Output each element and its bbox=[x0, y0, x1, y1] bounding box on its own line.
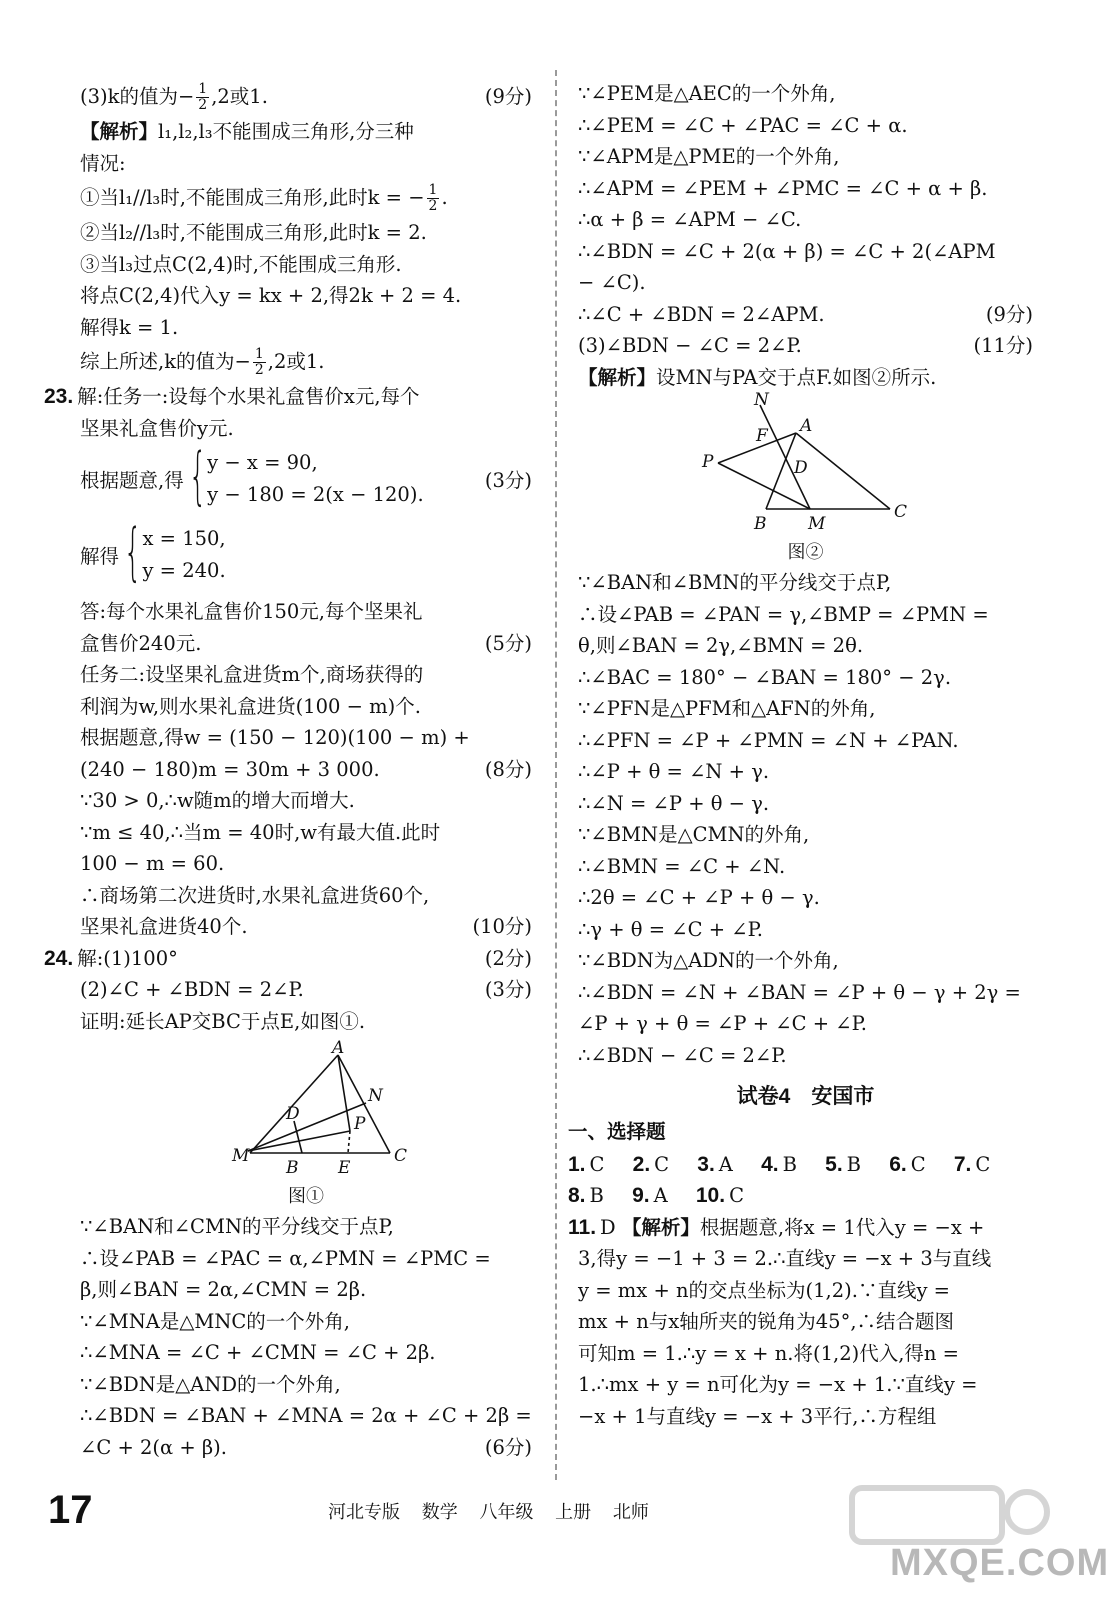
fraction: $\frac{1}{2}$ bbox=[428, 182, 438, 214]
text-line: 答:每个水果礼盒售价150元,每个坚果礼 bbox=[80, 600, 423, 623]
label-D: D bbox=[794, 458, 808, 478]
text-line: ∴2θ = ∠C + ∠P + θ − γ. bbox=[578, 886, 820, 909]
label-F: F bbox=[756, 426, 768, 446]
score: (9分) bbox=[484, 85, 532, 108]
analysis-line: 【解析】设MN与PA交于点F.如图②所示. bbox=[578, 365, 937, 389]
page-number: 17 bbox=[48, 1488, 93, 1532]
text-line: ∴∠BDN − ∠C = 2∠P. bbox=[578, 1043, 787, 1067]
label-A: A bbox=[332, 1038, 345, 1058]
label-B: B bbox=[286, 1158, 299, 1178]
answer-item: 2. C bbox=[632, 1152, 670, 1176]
text-line: ∠P + γ + θ = ∠P + ∠C + ∠P. bbox=[578, 1012, 867, 1035]
text-line: ∴∠C + ∠BDN = 2∠APM. (9分) bbox=[578, 302, 1033, 326]
text-line: 解得k = 1. bbox=[80, 315, 179, 339]
answer-item: 3. A bbox=[697, 1152, 733, 1176]
answers-row-2 bbox=[568, 1180, 1033, 1212]
text-line: ∵∠BDN为△ADN的一个外角, bbox=[578, 949, 839, 972]
text-line: ∴∠BMN = ∠C + ∠N. bbox=[578, 854, 786, 878]
label-N: N bbox=[368, 1086, 383, 1106]
figure-2-diagram bbox=[578, 390, 1033, 537]
text-line: 盒售价240元. (5分) bbox=[80, 631, 532, 655]
question-11-line: 11. D 【解析】根据题意,将x = 1代入y = −x + bbox=[568, 1215, 985, 1239]
label-E: E bbox=[338, 1158, 351, 1178]
text-line: 100 − m = 60. bbox=[80, 852, 225, 875]
text-line: ∴∠BDN = ∠N + ∠BAN = ∠P + θ − γ + 2γ = bbox=[578, 980, 1021, 1004]
text-line: ∵∠MNA是△MNC的一个外角, bbox=[80, 1309, 351, 1333]
label-P: P bbox=[702, 452, 714, 472]
text-line: ∴∠BAC = 180° − ∠BAN = 180° − 2γ. bbox=[578, 665, 952, 689]
section-subtitle: 一、选择题 bbox=[568, 1121, 666, 1143]
text-line: ∵∠BMN是△CMN的外角, bbox=[578, 823, 810, 846]
section-title: 试卷4 安国市 bbox=[736, 1085, 875, 1108]
segment-PE bbox=[348, 1131, 350, 1153]
text-line: ∵∠PFN是△PFM和△AFN的外角, bbox=[578, 697, 876, 720]
brace: { bbox=[188, 439, 207, 512]
page-footer bbox=[0, 1480, 1109, 1600]
right-column bbox=[568, 78, 1033, 1432]
text-line: β,则∠BAN = 2α,∠CMN = 2β. bbox=[80, 1278, 367, 1301]
fraction: $\frac{1}{2}$ bbox=[198, 81, 208, 113]
text-line: ∴∠BDN = ∠BAN + ∠MNA = 2α + ∠C + 2β = bbox=[80, 1404, 532, 1427]
figure-2-caption: 图② bbox=[787, 542, 824, 563]
text-line: ∴∠PEM = ∠C + ∠PAC = ∠C + α. bbox=[578, 113, 908, 137]
score: (3分) bbox=[484, 469, 532, 492]
text-line: 坚果礼盒售价y元. bbox=[80, 416, 234, 440]
text-line: ∵∠BAN和∠BMN的平分线交于点P, bbox=[578, 571, 892, 594]
answer-item: 10. C bbox=[695, 1184, 744, 1207]
text-line: ∴α + β = ∠APM − ∠C. bbox=[578, 208, 802, 231]
book-info: 河北专版 数学 八年级 上册 北师 bbox=[328, 1502, 649, 1523]
text-line: (240 − 180)m = 30m + 3 000. (8分) bbox=[80, 757, 532, 781]
text-line: ∵∠APM是△PME的一个外角, bbox=[578, 145, 840, 168]
left-column bbox=[44, 78, 532, 1463]
text-line: 将点C(2,4)代入y = kx + 2,得2k + 2 = 4. bbox=[80, 284, 462, 307]
answer-item: 4. B bbox=[761, 1152, 797, 1176]
label-M: M bbox=[232, 1146, 250, 1166]
text-line: ∴设∠PAB = ∠PAC = α,∠PMN = ∠PMC = bbox=[80, 1246, 491, 1270]
text-line: ①当l₁//l₃时,不能围成三角形,此时k = − $\frac{1}{2}$ . bbox=[80, 182, 448, 214]
text-line: ∴设∠PAB = ∠PAN = γ,∠BMP = ∠PMN = bbox=[578, 602, 989, 626]
text-line: mx + n与x轴所夹的锐角为45°,∴结合题图 bbox=[578, 1310, 955, 1333]
answers-row-1 bbox=[568, 1149, 1033, 1181]
text-line: 证明:延长AP交BC于点E,如图①. bbox=[80, 1009, 366, 1033]
text-line: 可知m = 1.∴y = x + n.将(1,2)代入,得n = bbox=[578, 1341, 960, 1365]
text-line: 利润为w,则水果礼盒进货(100 − m)个. bbox=[80, 694, 421, 718]
label-B: B bbox=[754, 514, 767, 534]
fraction: $\frac{1}{2}$ bbox=[254, 346, 264, 378]
label-C: C bbox=[894, 502, 908, 522]
label-P: P bbox=[354, 1114, 366, 1134]
text-line: 根据题意,得w = (150 − 120)(100 − m) + bbox=[80, 726, 470, 749]
watermark-text: MXQE.COM bbox=[890, 1542, 1109, 1584]
text-line: θ,则∠BAN = 2γ,∠BMN = 2θ. bbox=[578, 634, 864, 657]
text-line: ∵∠BAN和∠CMN的平分线交于点P, bbox=[80, 1215, 394, 1238]
text-line: ∴∠PFN = ∠P + ∠PMN = ∠N + ∠PAN. bbox=[578, 728, 959, 752]
figure-1-diagram bbox=[80, 1038, 532, 1181]
answer-item: 6. C bbox=[889, 1152, 926, 1176]
question-23-line: 23. 解:任务一:设每个水果礼盒售价x元,每个 bbox=[44, 385, 420, 408]
analysis-line: 【解析】l₁,l₂,l₃不能围成三角形,分三种 bbox=[80, 120, 414, 143]
text-line: ∠C + 2(α + β). (6分) bbox=[80, 1435, 532, 1459]
text-line: ③当l₃过点C(2,4)时,不能围成三角形. bbox=[80, 252, 402, 276]
answer-item: 9. A bbox=[632, 1184, 668, 1207]
text-line: −x + 1与直线y = −x + 3平行,∴方程组 bbox=[578, 1404, 937, 1428]
text-line: ∵∠PEM是△AEC的一个外角, bbox=[578, 82, 836, 105]
answer-item: 1. C bbox=[568, 1152, 605, 1176]
text-line: ∴∠P + θ = ∠N + γ. bbox=[578, 760, 770, 783]
column-divider bbox=[555, 70, 557, 1480]
text-line: ∵30 > 0,∴w随m的增大而增大. bbox=[80, 789, 355, 812]
equation-solution: 解得 { x = 150, y = 240. bbox=[80, 515, 226, 588]
segment-AC bbox=[796, 433, 890, 509]
text-line: y = mx + n的交点坐标为(1,2).∵直线y = bbox=[578, 1278, 951, 1302]
text-line: 综上所述,k的值为− $\frac{1}{2}$ ,2或1. bbox=[80, 346, 325, 378]
text-line: 情况: bbox=[80, 151, 126, 175]
label-N: N bbox=[754, 390, 769, 410]
text-line: ∴商场第二次进货时,水果礼盒进货60个, bbox=[80, 883, 430, 907]
segment-DB bbox=[294, 1121, 302, 1153]
label-A: A bbox=[800, 416, 813, 436]
text-line: ∵∠BDN是△AND的一个外角, bbox=[80, 1372, 341, 1396]
text-line: ②当l₂//l₃时,不能围成三角形,此时k = 2. bbox=[80, 221, 427, 244]
text-line: 3,得y = −1 + 3 = 2.∴直线y = −x + 3与直线 bbox=[578, 1247, 992, 1270]
text-line: ∴γ + θ = ∠C + ∠P. bbox=[578, 917, 763, 941]
answer-line: (3)k的值为− $\frac{1}{2}$ ,2或1. (9分) bbox=[80, 78, 532, 116]
text-line: 1.∴mx + y = n可化为y = −x + 1.∵直线y = bbox=[578, 1373, 978, 1396]
text-line: (3)∠BDN − ∠C = 2∠P. (11分) bbox=[578, 334, 1033, 357]
label-M: M bbox=[808, 514, 826, 534]
equation-system: 根据题意,得 { y − x = 90, y − 180 = 2(x − 120). (3分) bbox=[80, 439, 532, 512]
question-24-line: 24. 解:(1)100° (2分) bbox=[44, 946, 532, 970]
label-D: D bbox=[286, 1104, 300, 1124]
text-line: ∴∠MNA = ∠C + ∠CMN = ∠C + 2β. bbox=[80, 1341, 436, 1364]
text-line: 坚果礼盒进货40个. (10分) bbox=[80, 915, 532, 938]
brace: { bbox=[123, 515, 142, 588]
text-line: (2)∠C + ∠BDN = 2∠P. (3分) bbox=[80, 978, 532, 1001]
text-line: ∴∠APM = ∠PEM + ∠PMC = ∠C + α + β. bbox=[578, 176, 988, 200]
answer-item: 7. C bbox=[953, 1152, 991, 1176]
label-C: C bbox=[394, 1146, 408, 1166]
answer-item: 8. B bbox=[568, 1184, 604, 1207]
text-line: ∴∠BDN = ∠C + 2(α + β) = ∠C + 2(∠APM bbox=[578, 239, 996, 263]
answer-item: 5. B bbox=[825, 1152, 862, 1176]
text-line: ∵m ≤ 40,∴当m = 40时,w有最大值.此时 bbox=[80, 820, 441, 844]
text-line: 任务二:设坚果礼盒进货m个,商场获得的 bbox=[80, 663, 424, 686]
text-line: ∴∠N = ∠P + θ − γ. bbox=[578, 791, 770, 815]
figure-1-caption: 图① bbox=[288, 1186, 324, 1207]
text-line: − ∠C). bbox=[578, 271, 646, 294]
